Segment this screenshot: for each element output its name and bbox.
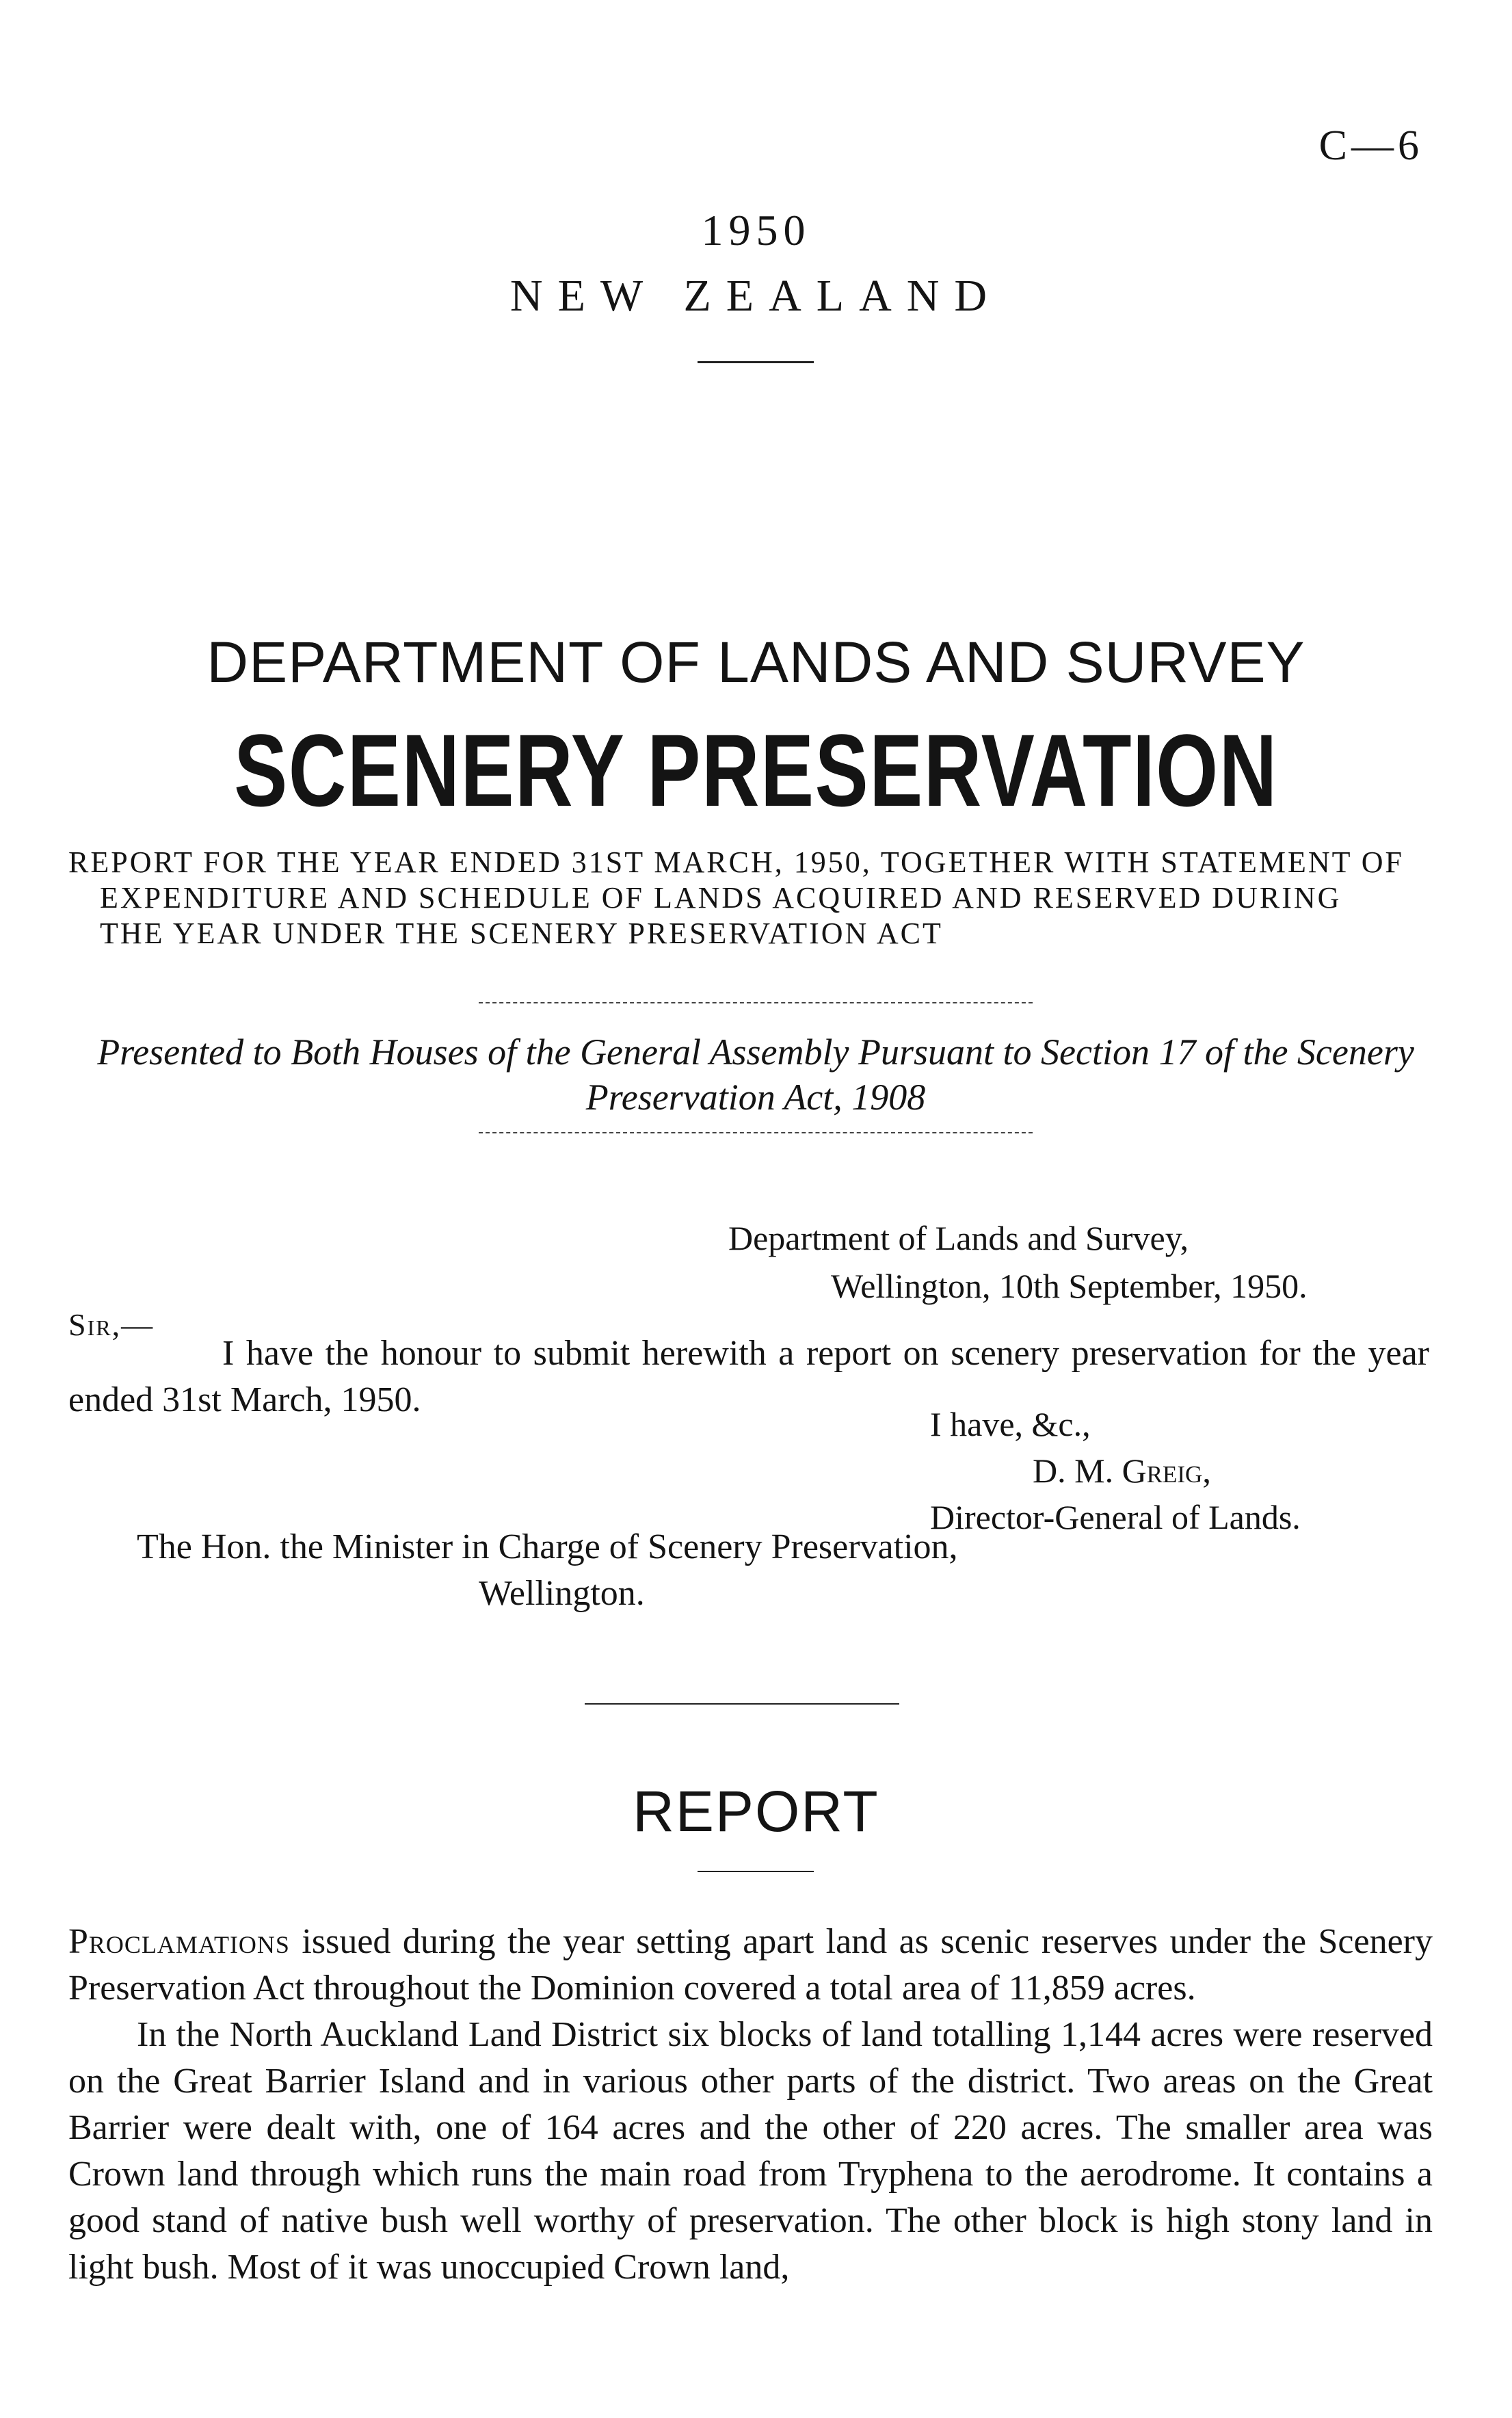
main-title: SCENERY PRESERVATION (234, 713, 1278, 828)
subtitle-line-3: THE YEAR UNDER THE SCENERY PRESERVATION ACT (100, 917, 943, 950)
addressee (137, 1524, 958, 1617)
signatory-name: D. M. Greig, (1033, 1451, 1211, 1490)
salutation: Sir,— (68, 1307, 155, 1342)
report-paragraph-2: In the North Auckland Land District six blocks of land totalling 1,144 acres were reserved on the Great Barrier Island and in various other parts of the district. Two areas on the Great Barrier were dealt with, one of 164 acres and the other of 220 acres. The smaller area was Crown land through which runs the main road from Tryphena to the aerodrome. It contains a good stand of native bush well worthy of preservation. The other block is high stony land in light bush. Most of it was unoccupied Crown land, (68, 2015, 1433, 2287)
closing-line-1: I have, &c., (930, 1405, 1091, 1443)
report-paragraph-1-text: issued during the year setting apart land as scenic reserves under the Scenery Preservation Act throughout the Dominion covered a total area of 11,859 acres. (68, 1922, 1433, 2008)
country-heading: NEW ZEALAND (509, 271, 1003, 321)
signatory-title: Director-General of Lands. (930, 1498, 1301, 1536)
report-heading: REPORT (633, 1779, 879, 1843)
presentation-note (68, 1029, 1443, 1120)
subtitle-line-2: EXPENDITURE AND SCHEDULE OF LANDS ACQUIRED AND RESERVED DURING (100, 881, 1342, 915)
report-paragraph-1-lead: Proclamations (68, 1922, 290, 1961)
report-body (68, 1919, 1433, 2291)
letter-closing (930, 1401, 1301, 1540)
subtitle-divider (479, 1002, 1033, 1003)
addressee-line-2: Wellington. (479, 1574, 645, 1613)
letter-body: I have the honour to submit herewith a report on scenery preservation for the year ended 31st March, 1950. (68, 1334, 1429, 1419)
document-code: C—6 (1318, 122, 1423, 169)
department-heading: DEPARTMENT OF LANDS AND SURVEY (207, 630, 1305, 694)
presentation-note-line-2: Preservation Act, 1908 (585, 1077, 926, 1118)
subtitle-line-1: REPORT FOR THE YEAR ENDED 31ST MARCH, 1950, TOGETHER WITH STATEMENT OF (68, 845, 1404, 879)
report-paragraph-1 (68, 1919, 1433, 2012)
sender-address (728, 1214, 1308, 1310)
presentation-note-line-1: Presented to Both Houses of the General Assembly Pursuant to Section 17 of the Scenery (97, 1031, 1414, 1073)
sender-address-line-2: Wellington, 10th September, 1950. (831, 1267, 1308, 1305)
report-heading-divider (698, 1871, 814, 1872)
publication-year: 1950 (701, 206, 811, 254)
addressee-line-1: The Hon. the Minister in Charge of Scenery Preservation, (137, 1527, 958, 1566)
sender-address-line-1: Department of Lands and Survey, (728, 1219, 1189, 1257)
report-subtitle (68, 845, 1429, 951)
header-divider (698, 361, 814, 363)
letter-divider (585, 1703, 899, 1705)
presentation-divider (479, 1132, 1033, 1133)
